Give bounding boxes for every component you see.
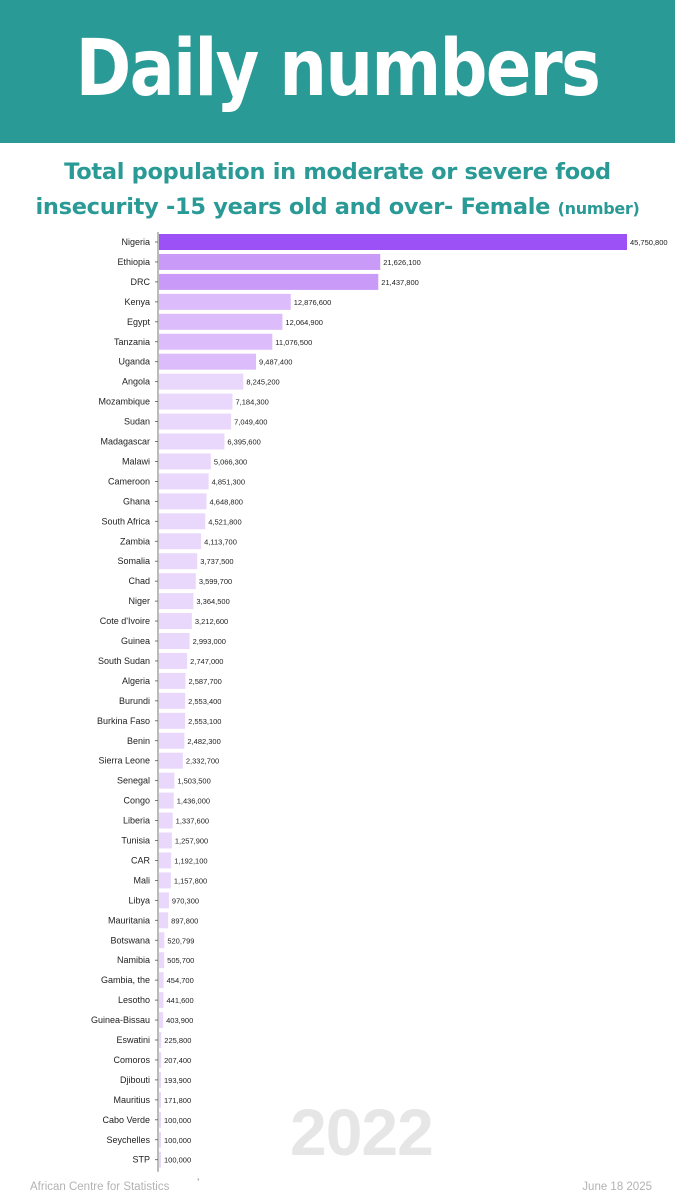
category-label: Nigeria [121,237,150,247]
value-label: 3,364,500 [196,597,230,607]
category-label: Ghana [122,496,150,507]
footer-date: June 18 2025 [582,1181,652,1193]
category-label: Angola [121,376,150,387]
category-label: Burundi [118,695,150,706]
value-label: 441,600 [166,996,194,1006]
bar-stp [159,1152,161,1168]
category-label: STP [132,1154,150,1165]
value-label: 2,482,300 [187,736,221,746]
bar-south-africa [159,513,205,529]
value-label: 3,737,500 [200,557,234,567]
bar-kenya [159,294,291,310]
bar-botswana [159,932,164,948]
category-label: Madagascar [100,436,150,447]
bar-seychelles [159,1132,161,1148]
category-label: Cameroon [107,476,150,487]
bar-benin [159,733,184,749]
value-label: 45,750,800 [630,238,668,247]
bar-mauritania [159,912,168,928]
category-label: Gambia, the [100,975,150,986]
category-label: Senegal [116,775,150,786]
bar-egypt [159,314,282,330]
bar-niger [159,593,193,609]
bar-eswatini [159,1032,161,1048]
category-label: Tunisia [121,835,150,846]
category-label: Algeria [121,675,150,686]
value-label: 171,800 [164,1095,192,1105]
bar-libya [159,892,169,908]
chart-title-unit: (number) [557,199,640,218]
bar-mozambique [159,394,232,410]
category-label: Guinea [120,636,150,646]
value-label: 403,900 [166,1016,194,1026]
bar-madagascar [159,434,224,450]
category-label: Chad [128,576,150,587]
bar-liberia [159,813,173,829]
value-label: 6,395,600 [227,437,261,447]
bar-namibia [159,952,164,968]
category-label: Uganda [118,356,150,367]
value-label: 520,799 [167,936,195,946]
value-label: 12,064,900 [285,317,323,327]
value-label: 8,245,200 [246,377,280,387]
value-label: 4,851,300 [211,477,246,487]
value-label: 2,587,700 [188,676,222,686]
bar-somalia [159,553,197,569]
bar-burundi [159,693,185,709]
bar-car [159,852,171,868]
bar-cameroon [159,473,209,489]
category-label: Mauritius [113,1094,150,1105]
category-label: Comoros [113,1054,150,1065]
bar-cabo-verde [159,1112,161,1128]
value-label: 100,000 [164,1135,192,1145]
value-label: 1,257,900 [174,836,209,846]
value-label: 21,437,800 [381,277,419,287]
category-label: Lesotho [117,995,150,1006]
value-label: 1,337,600 [175,816,210,826]
value-label: 11,076,500 [275,337,313,347]
header-title: Daily numbers [75,23,600,114]
bar-gambia-the [159,972,164,988]
bar-guinea-bissau [159,1012,163,1028]
category-label: Seychelles [106,1134,150,1145]
bar-drc [159,274,378,290]
value-label: 225,800 [164,1036,192,1045]
category-label: Libya [128,895,150,906]
category-label: Tanzania [113,336,150,347]
value-label: 9,487,400 [259,357,293,367]
bar-algeria [159,673,185,689]
bar-south-sudan [159,653,187,669]
value-label: 2,747,000 [190,656,224,666]
category-label: Cabo Verde [102,1114,150,1125]
category-label: Sierra Leone [98,755,150,766]
value-label: 454,700 [166,976,194,986]
value-label: 100,000 [164,1115,192,1125]
value-label: 207,400 [164,1055,192,1065]
value-label: 3,599,700 [198,577,233,587]
bar-mali [159,872,171,888]
footer-source: African Centre for Statistics [30,1181,170,1193]
bar-tunisia [159,833,172,849]
category-label: Somalia [117,556,150,567]
category-label: Kenya [124,296,150,307]
value-label: 970,300 [171,896,200,906]
value-label: 193,900 [164,1075,192,1085]
value-label: 5,066,300 [213,457,248,467]
category-label: South Africa [101,516,150,527]
value-label: 1,436,000 [176,796,211,806]
value-label: 2,993,000 [192,637,226,646]
bar-djibouti [159,1072,161,1088]
category-label: CAR [130,855,150,866]
category-label: Malawi [121,456,150,467]
bar-sierra-leone [159,753,183,769]
category-label: Mozambique [98,396,150,407]
value-label: 1,192,100 [174,856,208,866]
value-label: 7,049,400 [234,417,268,427]
category-label: DRC [130,276,150,287]
bar-ethiopia [159,254,380,270]
category-label: Niger [128,596,150,607]
value-label: 505,700 [167,956,195,966]
value-label: 3,212,600 [194,617,229,627]
category-label: Botswana [110,935,150,946]
category-label: Congo [123,795,150,806]
bar-malawi [159,453,211,469]
bar-lesotho [159,992,164,1008]
bar-burkina-faso [159,713,185,729]
bar-angola [159,374,243,390]
bar-tanzania [159,334,272,350]
category-label: Burkina Faso [96,715,150,726]
year-watermark: 2022 [290,1095,433,1169]
value-label: 4,113,700 [204,537,237,547]
category-label: Djibouti [119,1074,150,1085]
value-label: 897,800 [171,916,199,926]
bar-cote-d-ivoire [159,613,192,629]
category-label: Benin [126,735,150,746]
value-label: 2,553,400 [188,696,222,706]
bar-comoros [159,1052,161,1068]
value-label: 4,521,800 [208,517,242,527]
value-label: 1,503,500 [177,776,211,786]
bar-nigeria [159,234,627,250]
bar-mauritius [159,1092,161,1108]
chart-title-text: Total population in moderate or severe food insecurity -15 years old and over- Female [35,159,611,220]
value-label: 2,332,700 [185,756,220,766]
category-label: Mauritania [107,915,150,926]
value-label: 4,648,800 [209,497,243,507]
category-label: Ethiopia [117,256,150,267]
bar-sudan [159,414,231,430]
category-label: Zambia [119,536,150,547]
bar-zambia [159,533,201,549]
category-label: Namibia [116,955,150,966]
value-label: 2,553,100 [188,716,222,726]
bar-chad [159,573,196,589]
category-label: Liberia [122,815,150,826]
value-label: 12,876,600 [293,297,332,307]
category-label: Cote d'Ivoire [99,616,150,627]
value-label: 21,626,100 [383,257,421,267]
bar-ghana [159,493,207,509]
x-axis-tick-label: , [197,1172,200,1182]
value-label: 1,157,800 [173,876,208,886]
bar-congo [159,793,174,809]
bar-uganda [159,354,256,370]
category-label: Egypt [126,316,150,327]
category-label: Eswatini [116,1035,150,1045]
category-label: Sudan [123,416,150,427]
bar-senegal [159,773,174,789]
value-label: 7,184,300 [235,397,269,407]
bar-guinea [159,633,190,649]
value-label: 100,000 [164,1155,192,1165]
category-label: South Sudan [97,655,150,666]
category-label: Guinea-Bissau [90,1015,150,1026]
category-label: Mali [133,875,150,886]
